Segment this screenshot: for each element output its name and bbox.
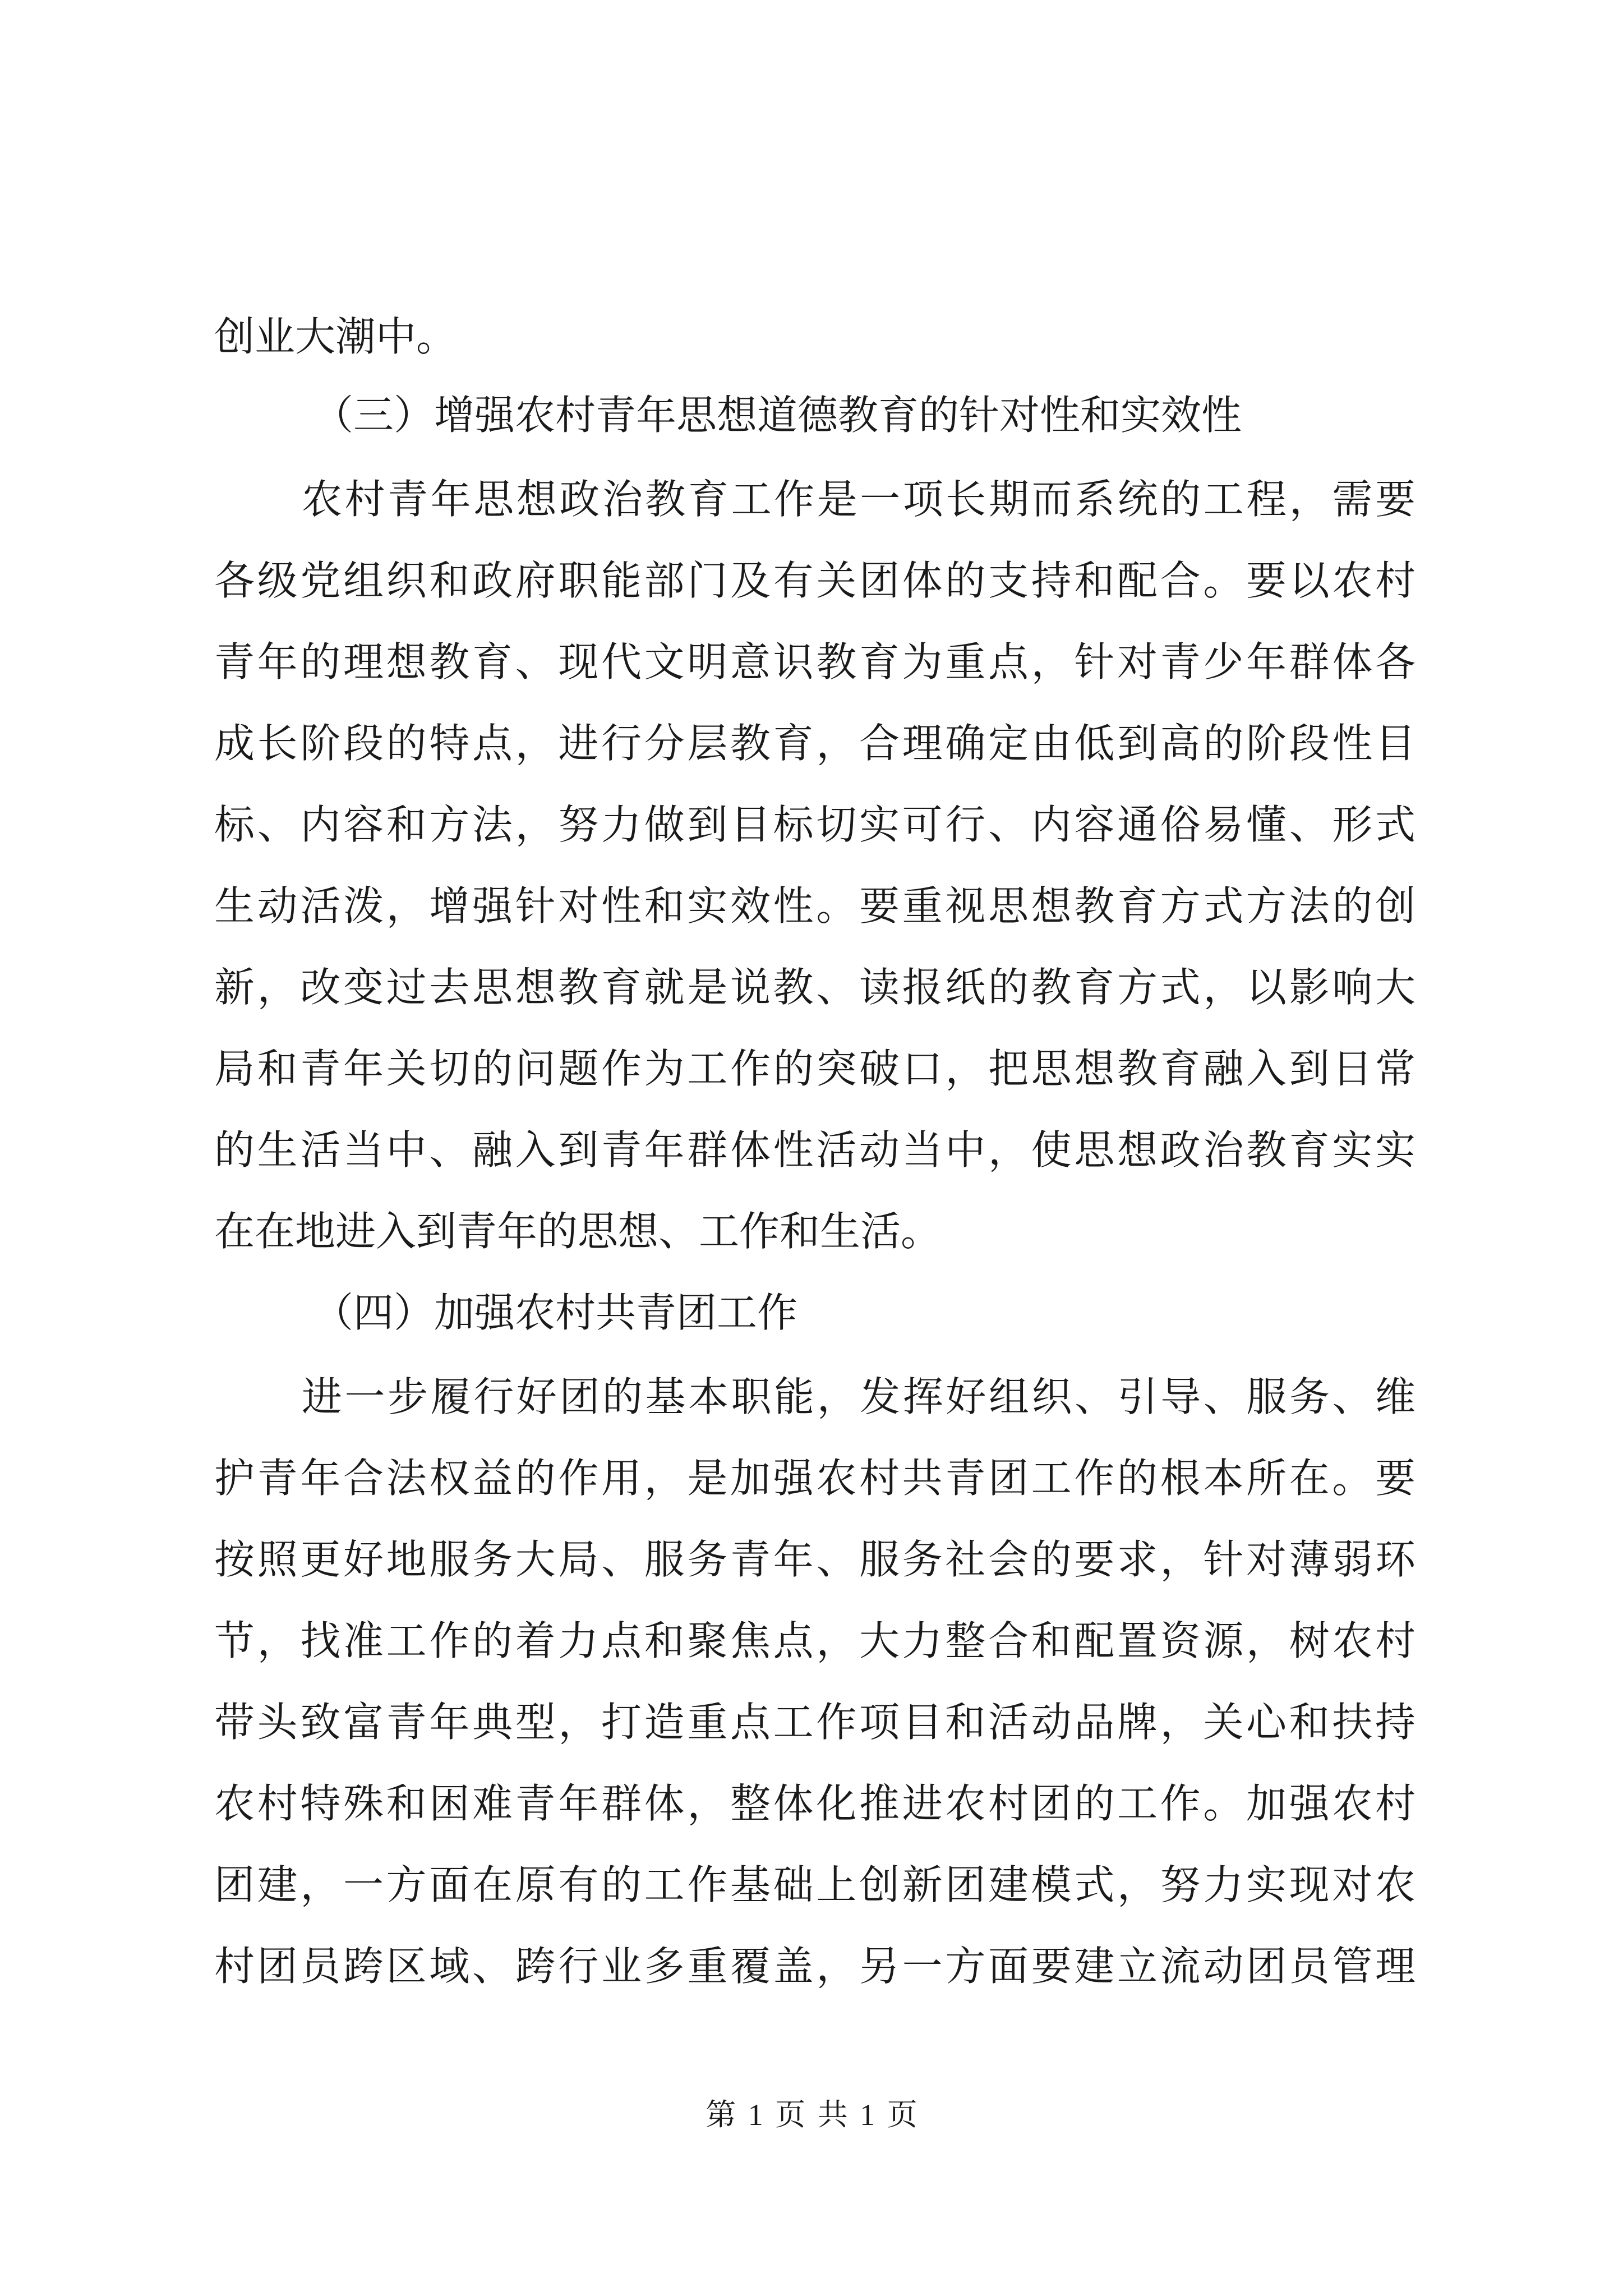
body-line: 新，改变过去思想教育就是说教、读报纸的教育方式，以影响大 <box>214 964 1415 1011</box>
body-line: 护青年合法权益的作用，是加强农村共青团工作的根本所在。要 <box>214 1455 1415 1502</box>
section-heading-4: （四）加强农村共青团工作 <box>313 1289 798 1336</box>
body-line: 带头致富青年典型，打造重点工作项目和活动品牌，关心和扶持 <box>214 1699 1415 1746</box>
body-line: 农村特殊和困难青年群体，整体化推进农村团的工作。加强农村 <box>214 1780 1415 1827</box>
body-line: 节，找准工作的着力点和聚焦点，大力整合和配置资源，树农村 <box>214 1617 1415 1664</box>
body-line: 生动活泼，增强针对性和实效性。要重视思想教育方式方法的创 <box>214 882 1415 930</box>
body-line: 的生活当中、融入到青年群体性活动当中，使思想政治教育实实 <box>214 1126 1415 1174</box>
body-line: 局和青年关切的问题作为工作的突破口，把思想教育融入到日常 <box>214 1045 1415 1092</box>
body-line: 农村青年思想政治教育工作是一项长期而系统的工程，需要 <box>302 476 1415 523</box>
page-number-footer: 第 1 页 共 1 页 <box>706 2098 917 2132</box>
body-line: 青年的理想教育、现代文明意识教育为重点，针对青少年群体各 <box>214 638 1415 685</box>
body-line: 标、内容和方法，努力做到目标切实可行、内容通俗易懂、形式 <box>214 801 1415 848</box>
body-line: 进一步履行好团的基本职能，发挥好组织、引导、服务、维 <box>302 1373 1415 1420</box>
body-line: 创业大潮中。 <box>214 313 457 360</box>
body-line: 在在地进入到青年的思想、工作和生活。 <box>214 1208 942 1255</box>
body-line: 各级党组织和政府职能部门及有关团体的支持和配合。要以农村 <box>214 557 1415 604</box>
body-line: 成长阶段的特点，进行分层教育，合理确定由低到高的阶段性目 <box>214 720 1415 767</box>
body-line: 村团员跨区域、跨行业多重覆盖，另一方面要建立流动团员管理 <box>214 1943 1415 1990</box>
section-heading-3: （三）增强农村青年思想道德教育的针对性和实效性 <box>313 392 1242 439</box>
body-line: 按照更好地服务大局、服务青年、服务社会的要求，针对薄弱环 <box>214 1536 1415 1583</box>
body-line: 团建，一方面在原有的工作基础上创新团建模式，努力实现对农 <box>214 1861 1415 1908</box>
